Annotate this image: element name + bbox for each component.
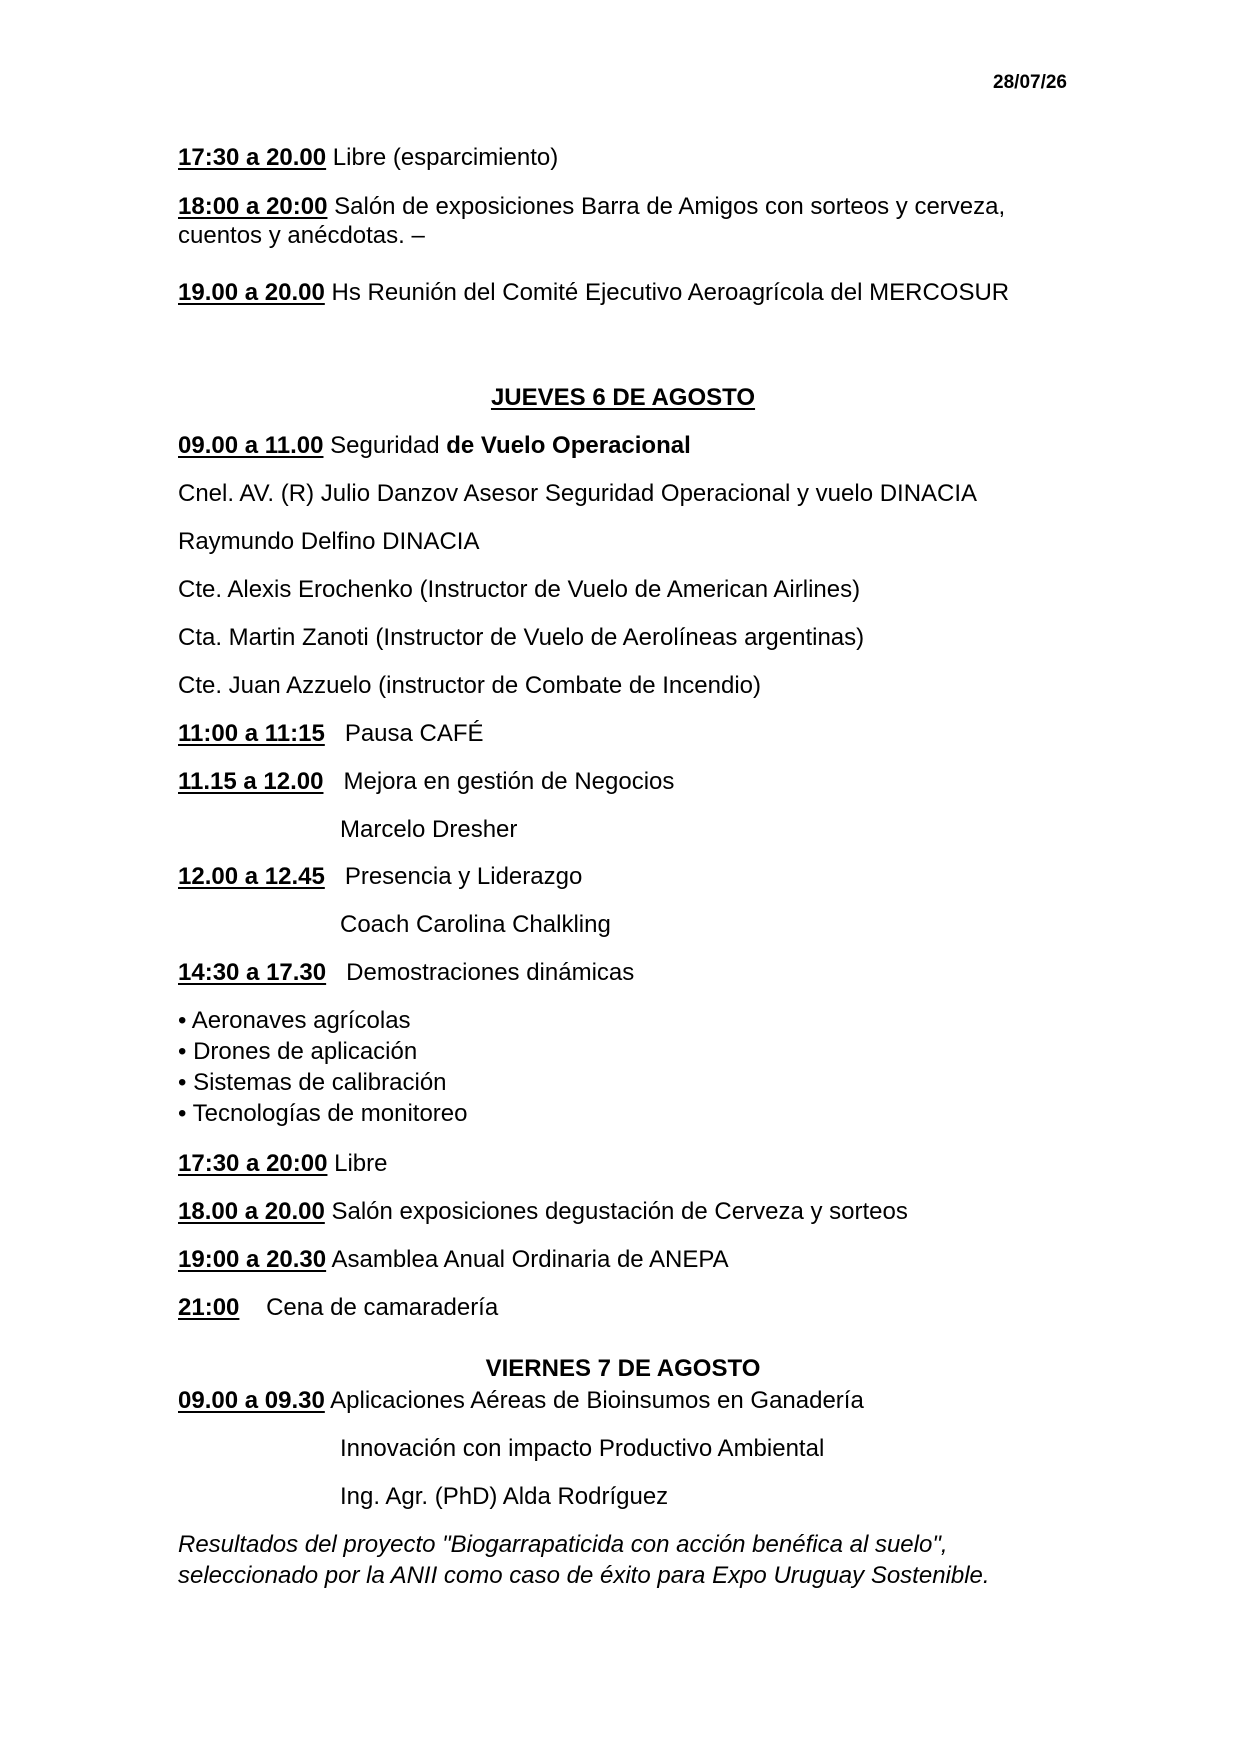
bullet-item: • Aeronaves agrícolas — [178, 1007, 411, 1034]
day-heading-thursday: JUEVES 6 DE AGOSTO — [490, 384, 756, 411]
agenda-item — [178, 192, 1005, 222]
bullet-item: • Tecnologías de monitoreo — [178, 1100, 468, 1127]
agenda-item — [178, 1149, 388, 1179]
speaker-line: Cte. Alexis Erochenko (Instructor de Vuelo de American Airlines) — [178, 576, 861, 603]
item-text: Pausa CAFÉ — [344, 720, 484, 747]
item-text-bold: de Vuelo Operacional — [446, 432, 691, 459]
agenda-item — [178, 278, 1009, 308]
speaker-line: Marcelo Dresher — [340, 816, 518, 843]
document-date: 28/07/26 — [993, 72, 1067, 93]
agenda-item — [178, 1386, 864, 1416]
speaker-line: Cte. Juan Azzuelo (instructor de Combate de Incendio) — [178, 672, 761, 699]
agenda-item — [178, 862, 582, 892]
time-range: 19.00 a 20.00 — [178, 279, 325, 306]
time-range: 18.00 a 20.00 — [178, 1198, 325, 1225]
agenda-item — [178, 719, 484, 749]
item-text-continued: cuentos y anécdotas. – — [178, 222, 425, 249]
item-text: Hs Reunión del Comité Ejecutivo Aeroagrícola del MERCOSUR — [331, 279, 1010, 306]
agenda-item — [178, 1245, 729, 1275]
time-range: 12.00 a 12.45 — [178, 863, 325, 890]
project-note: seleccionado por la ANII como caso de éxito para Expo Uruguay Sostenible. — [178, 1562, 990, 1589]
item-text: Mejora en gestión de Negocios — [343, 768, 675, 795]
time-range: 17:30 a 20:00 — [178, 1150, 328, 1177]
item-text: Aplicaciones Aéreas de Bioinsumos en Ganadería — [330, 1387, 864, 1414]
time-range: 09.00 a 11.00 — [178, 432, 324, 459]
time-range: 18:00 a 20:00 — [178, 193, 328, 220]
bullet-item: • Sistemas de calibración — [178, 1069, 447, 1096]
agenda-item — [178, 958, 634, 988]
item-text: Presencia y Liderazgo — [344, 863, 583, 890]
agenda-item — [178, 1197, 908, 1227]
time-range: 11:00 a 11:15 — [178, 720, 325, 747]
time-range: 17:30 a 20.00 — [178, 144, 327, 171]
time-range: 14:30 a 17.30 — [178, 959, 327, 986]
speaker-line: Coach Carolina Chalkling — [340, 911, 611, 938]
time-range: 09.00 a 09.30 — [178, 1387, 325, 1414]
speaker-line: Raymundo Delfino DINACIA — [178, 528, 480, 555]
time-range: 19:00 a 20.30 — [178, 1246, 327, 1273]
item-text: Demostraciones dinámicas — [346, 959, 635, 986]
speaker-line: Cta. Martin Zanoti (Instructor de Vuelo de Aerolíneas argentinas) — [178, 624, 865, 651]
item-text: Seguridad — [330, 432, 440, 459]
bullet-item: • Drones de aplicación — [178, 1038, 418, 1065]
time-range: 21:00 — [178, 1294, 240, 1321]
time-range: 11.15 a 12.00 — [178, 768, 324, 795]
agenda-item — [178, 1293, 498, 1323]
agenda-item — [178, 143, 558, 173]
item-text: Asamblea Anual Ordinaria de ANEPA — [331, 1246, 729, 1273]
item-text: Salón exposiciones degustación de Cerveza y sorteos — [331, 1198, 908, 1225]
item-text: Libre (esparcimiento) — [332, 144, 559, 171]
item-text: Salón de exposiciones Barra de Amigos con sorteos y cerveza, — [334, 193, 1006, 220]
day-heading-friday: VIERNES 7 DE AGOSTO — [485, 1355, 761, 1382]
item-subtitle: Innovación con impacto Productivo Ambiental — [340, 1435, 825, 1462]
item-text: Cena de camaradería — [266, 1294, 499, 1321]
item-text: Libre — [334, 1150, 388, 1177]
agenda-item — [178, 431, 691, 461]
agenda-item — [178, 767, 674, 797]
speaker-line: Ing. Agr. (PhD) Alda Rodríguez — [340, 1483, 669, 1510]
project-note: Resultados del proyecto "Biogarrapaticida con acción benéfica al suelo", — [178, 1531, 948, 1558]
speaker-line: Cnel. AV. (R) Julio Danzov Asesor Seguridad Operacional y vuelo DINACIA — [178, 480, 978, 507]
